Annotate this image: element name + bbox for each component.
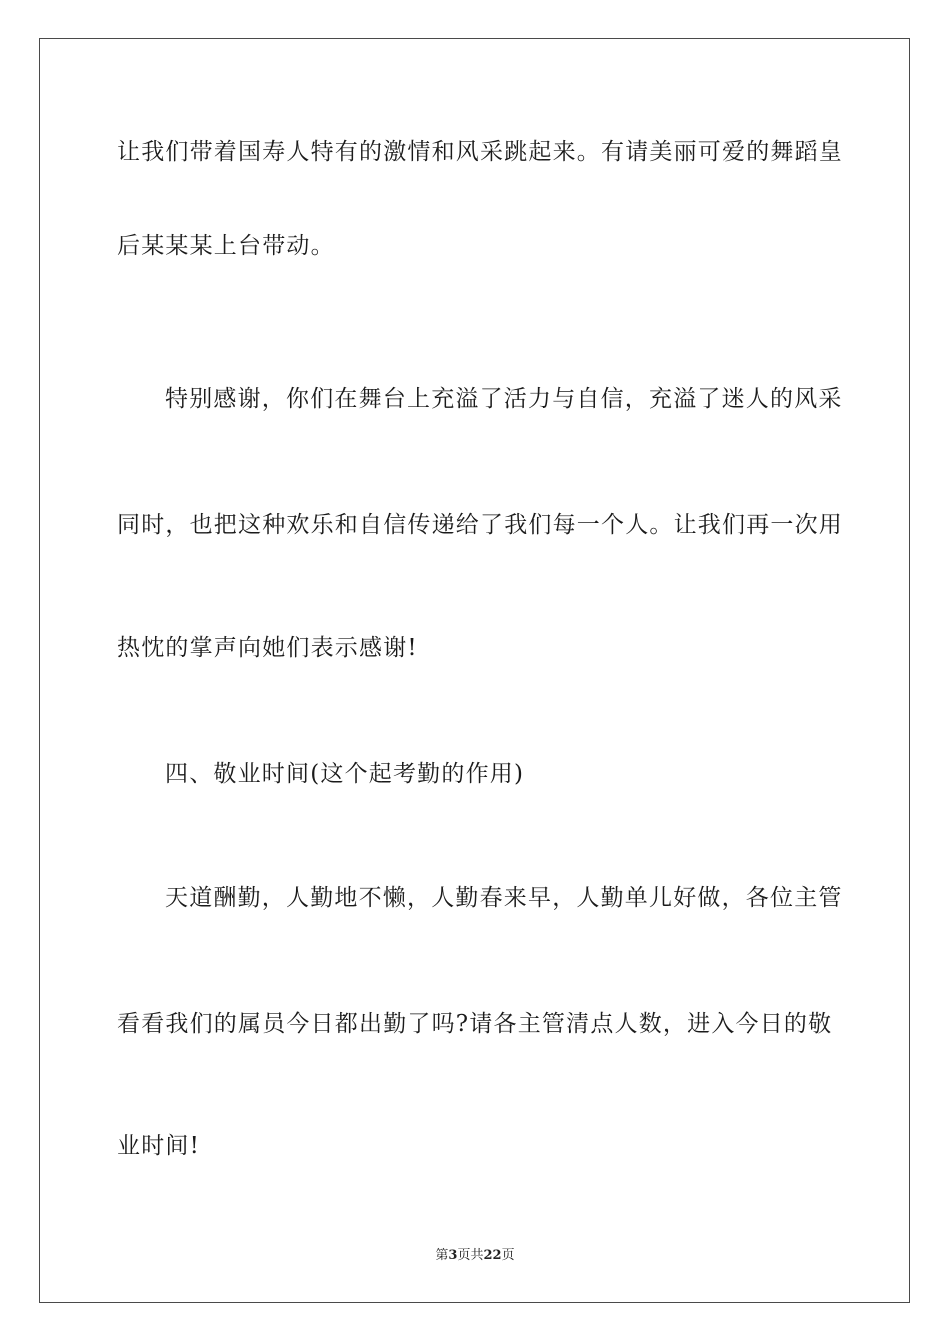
paragraph-line: 特别感谢，你们在舞台上充溢了活力与自信，充溢了迷人的风采 xyxy=(165,386,843,412)
page-prefix: 第 xyxy=(435,1248,449,1263)
total-prefix: 共 xyxy=(470,1248,484,1263)
paragraph-line: 热忱的掌声向她们表示感谢! xyxy=(117,635,418,661)
paragraph-line: 后某某某上台带动。 xyxy=(117,233,335,259)
paragraph-line: 业时间! xyxy=(117,1133,201,1159)
page-suffix: 页 xyxy=(457,1248,471,1263)
page-footer xyxy=(0,1247,950,1265)
paragraph-line: 让我们带着国寿人特有的激情和风采跳起来。有请美丽可爱的舞蹈皇 xyxy=(117,139,843,165)
total-pages: 22 xyxy=(483,1248,502,1263)
paragraph-line: 天道酬勤，人勤地不懒，人勤春来早，人勤单儿好做，各位主管 xyxy=(165,885,843,911)
page-border xyxy=(39,38,910,1303)
page-number: 3 xyxy=(448,1248,458,1263)
total-suffix: 页 xyxy=(501,1248,515,1263)
paragraph-line: 看看我们的属员今日都出勤了吗?请各主管清点人数，进入今日的敬 xyxy=(117,1011,833,1037)
section-heading: 四、敬业时间(这个起考勤的作用) xyxy=(165,761,525,787)
paragraph-line: 同时，也把这种欢乐和自信传递给了我们每一个人。让我们再一次用 xyxy=(117,512,843,538)
